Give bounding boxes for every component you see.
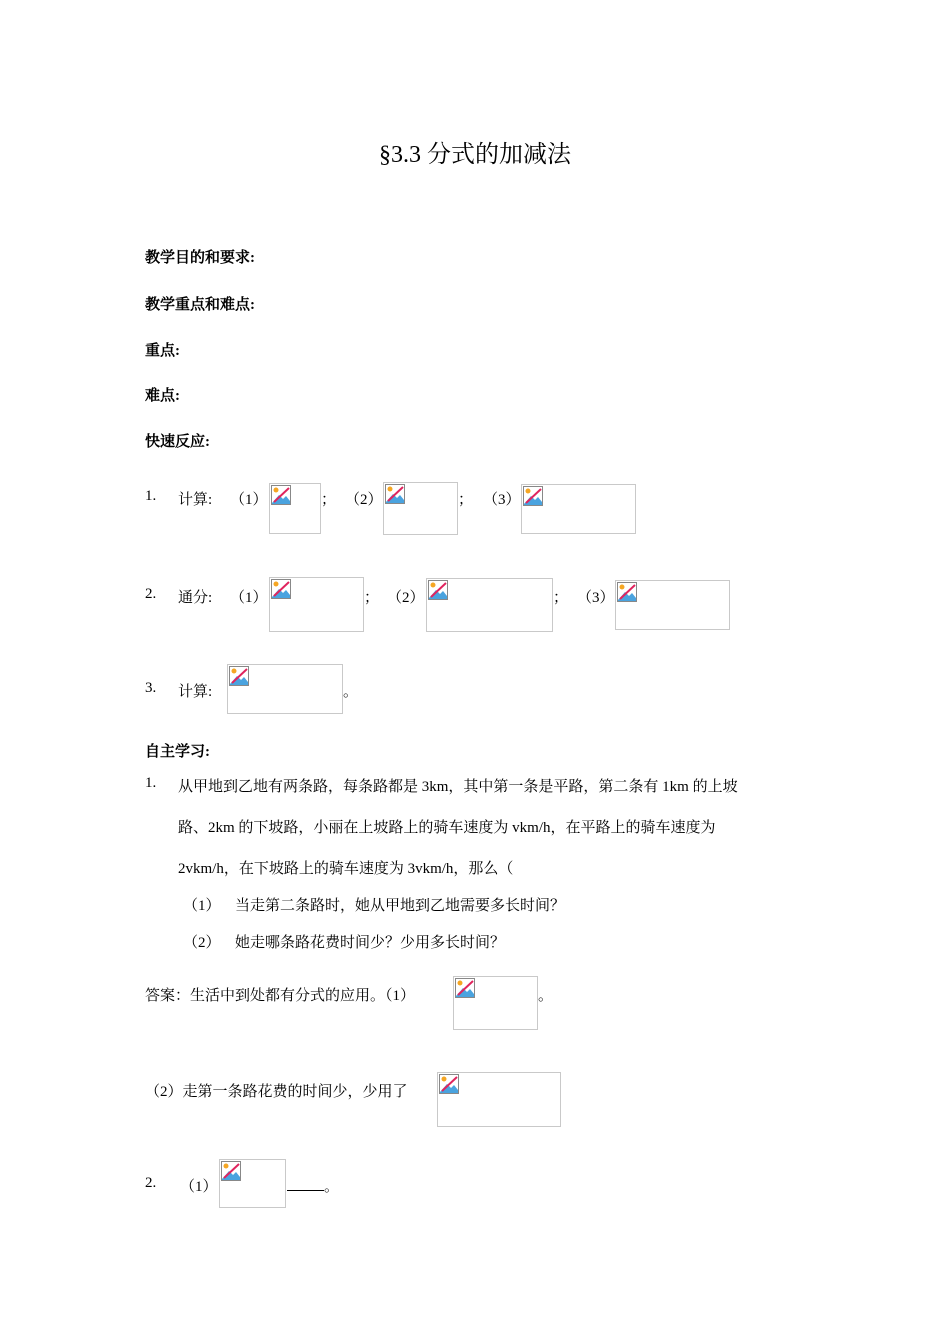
heading-goals: 教学目的和要求: [145,250,255,266]
q1-part1: （1） [230,492,268,508]
study-p1-line2: 路、2km 的下坡路，小丽在上坡路上的骑车速度为 vkm/h，在平路上的骑车速度为 [178,820,716,836]
q1-part2: （2） [345,492,383,508]
q2-part1: （1） [230,590,268,606]
heading-self-study: 自主学习: [145,744,210,760]
q2-part2: （2） [387,590,425,606]
study-sub1-number: （1） [183,898,221,914]
q3-number: 3. [145,680,157,696]
heading-quick-response: 快速反应: [145,434,210,450]
q1-part3: （3） [483,492,521,508]
q1-sep1: ； [321,492,337,508]
q2-label: 通分: [178,590,213,606]
broken-image-icon [269,483,321,534]
study-p1-number: 1. [145,775,157,791]
broken-image-icon [219,1159,286,1208]
broken-image-icon [269,577,364,632]
study-p2-end: 。 [324,1179,340,1195]
study-p2-blank-line [287,1175,339,1196]
study-p2-number: 2. [145,1175,157,1191]
answer-blank [287,1176,324,1191]
page-title: §3.3 分式的加减法 [379,142,571,168]
study-sub2-number: （2） [183,935,221,951]
q3-label: 计算: [178,684,213,700]
study-sub1-text: 当走第二条路时，她从甲地到乙地需要多长时间？ [235,898,566,914]
broken-image-icon [615,580,730,630]
broken-image-icon [453,976,538,1030]
q1-label: 计算: [178,492,213,508]
study-p1-line3: 2vkm/h，在下坡路上的骑车速度为 3vkm/h，那么（ [178,861,514,877]
q1-sep2: ； [458,492,474,508]
q2-part3: （3） [577,590,615,606]
heading-difficulty: 难点: [145,388,180,404]
q1-number: 1. [145,488,157,504]
answer2-text: （2）走第一条路花费的时间少，少用了 [145,1084,408,1100]
broken-image-icon [383,482,458,535]
broken-image-icon [426,578,553,632]
broken-image-icon [521,484,636,534]
q2-sep2: ； [553,590,569,606]
broken-image-icon [437,1072,561,1127]
answer1-text: 答案：生活中到处都有分式的应用。（1） [145,988,416,1004]
study-sub2-text: 她走哪条路花费时间少？少用多长时间？ [235,935,506,951]
answer1-end: 。 [538,988,554,1004]
q3-end: 。 [343,684,359,700]
heading-focus-difficulty: 教学重点和难点: [145,297,255,313]
broken-image-icon [227,664,343,714]
study-p1-line1: 从甲地到乙地有两条路，每条路都是 3km，其中第一条是平路，第二条有 1km 的上坡 [178,779,738,795]
study-p2-part1: （1） [180,1179,218,1195]
q2-number: 2. [145,586,157,602]
heading-focus: 重点: [145,343,180,359]
q2-sep1: ； [364,590,380,606]
